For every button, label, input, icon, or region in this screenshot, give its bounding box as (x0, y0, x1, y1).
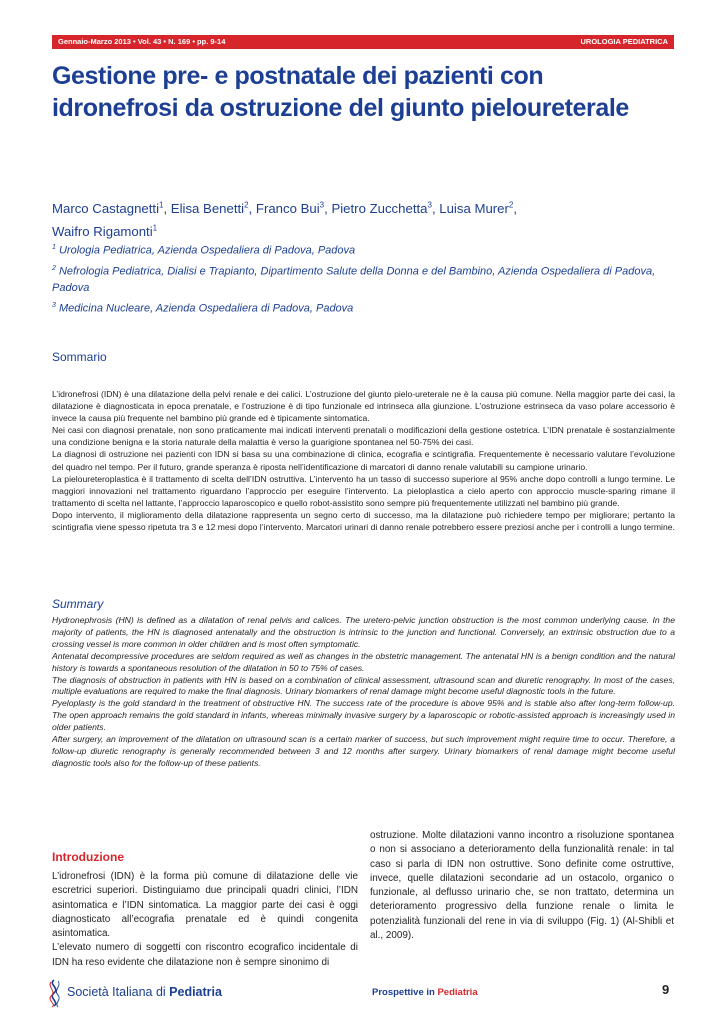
body-column-right (370, 829, 674, 943)
paragraph: Dopo intervento, il miglioramento della dilatazione rappresenta un segno certo di successo, ma la dilatazione può richiedere tempo per migliorare; pertanto la scintigrafia viene spesso ripetuta tra 3 e 12 mesi dopo l’intervento. Marcatori urinari di danno renale potrebbero essere preziosi anche per i controlli a lungo termine. (52, 509, 675, 533)
introduzione-heading: Introduzione (52, 850, 124, 864)
paragraph: La diagnosi di ostruzione nei pazienti con IDN si basa su una combinazione di clinica, ecografia e scintigrafia. Frequentemente è necessario valutare l’evoluzione del quadro nel tempo. Per il futuro, grande speranza è riposta nell’identificazione di marcatori di danno renale valutabili su campione urinario. (52, 449, 675, 472)
affiliation: $^3$ Medicina Nucleare, Azienda Ospedaliera di Padova, Padova (52, 302, 354, 315)
paragraph: Nei casi con diagnosi prenatale, non sono praticamente mai indicati interventi prenatali o modificazioni della gestione ostetrica. L’IDN prenatale è sostanzialmente una condizione benigna e la storia naturale della malattia è verso la guarigione spontanea nel 50-75% dei casi. (52, 425, 675, 448)
affiliation: $^2$ Nefrologia Pediatrica, Dialisi e Trapianto, Dipartimento Salute della Donna e del Bambino, Azienda Ospedaliera di Padova, Padova (52, 264, 656, 295)
author: Pietro Zucchetta$^3$, (331, 201, 440, 217)
affiliation: $^1$ Urologia Pediatrica, Azienda Ospedaliera di Padova, Padova (52, 244, 356, 257)
author-list (52, 196, 662, 241)
paragraph: Antenatal decompressive procedures are seldom required as well as changes in the obstetric management. The antenatal HN is a benign condition and the natural history is towards a spontaneous resolution of the dilatation in 50 to 75% of cases. (52, 650, 675, 673)
paragraph: L’idronefrosi (IDN) è una dilatazione della pelvi renale e dei calici. L’ostruzione del giunto pielo-ureterale ne è la causa più comune. Nella maggior parte dei casi, la dilatazione è diagnosticata in epoca prenatale, e l’ostruzione è di tipo funzionale ed intrinseca alla giunzione. L’ostruzione estrinseca da vaso polare accessorio è invece la causa più frequente nel bambino più grande ed è tipicamente sintomatica. (52, 389, 675, 424)
author: Marco Castagnetti$^1$, (52, 201, 171, 217)
journal-issue-info: Gennaio-Marzo 2013 • Vol. 43 • N. 169 • pp. 9-14 (58, 37, 226, 46)
society-logo (45, 978, 245, 1008)
society-name: Società Italiana di Pediatria (67, 985, 222, 999)
paragraph: La pieloureteroplastica è il trattamento di scelta dell’IDN ostruttiva. L’intervento ha un tasso di successo superiore al 95% anche dopo controlli a lungo termine. Le maggiori innovazioni nel trattamento riguardano l’approccio per eseguire l’intervento. La pieloplastica a cielo aperto con approccio muscle-sparing rimane il trattamento di scelta nel lattante, l’approccio laparoscopico e quello robot-assistito sono sempre più frequentemente utilizzati nel bambino più grande. (52, 473, 675, 508)
paragraph: Hydronephrosis (HN) is defined as a dilatation of renal pelvis and calices. The uretero-pelvic junction obstruction is the most common underlying cause. In the majority of patients, the HN is diagnosed antenatally and the obstruction is intrinsic to the junction and functional. Conversely, an extrinsic obstruction due to a crossing vessel is more common in older children and is most often symptomatic. (52, 615, 675, 649)
section-label: UROLOGIA PEDIATRICA (580, 37, 668, 46)
author: Elisa Benetti$^2$, (170, 201, 256, 217)
sommario-heading: Sommario (52, 350, 107, 364)
paragraph: The diagnosis of obstruction in patients with HN is based on a combination of clinical assessment, ultrasound scan and diuretic renography. In most of the cases, multiple evaluations are required to make the final diagnosis. Urinary biomarkers of renal damage might become useful diagnostic tools in the future. (52, 674, 675, 697)
running-header (52, 35, 674, 49)
paragraph: After surgery, an improvement of the dilatation on ultrasound scan is a certain marker of success, but such improvement might require time to occur. Therefore, a follow-up diuretic renography is generally recommended between 3 and 12 months after surgery. Urinary biomarkers of renal damage might become useful diagnostic tools also for the follow-up of these patients. (52, 734, 675, 768)
page-number: 9 (662, 982, 670, 997)
body-column-left (52, 850, 358, 970)
article-title: Gestione pre- e postnatale dei pazienti con idronefrosi da ostruzione del giunto pieloureterale (52, 62, 629, 122)
paragraph: Pyeloplasty is the gold standard in the treatment of obstructive HN. The success rate of the procedure is above 95% and is stable also after long-term follow-up. The open approach remains the gold standard in infants, whereas minimally invasive surgery by a laparoscopic or robotic-assisted approach is increasingly used in older patients. (52, 698, 675, 733)
sommario-body (52, 388, 675, 533)
summary-body (52, 615, 675, 770)
paragraph: L’elevato numero di soggetti con riscontro ecografico incidentale di IDN ha reso evidente che dilatazione non è sempre sinonimo di (52, 942, 358, 968)
affiliations (52, 239, 677, 318)
journal-name: Prospettive in Pediatria (372, 987, 478, 998)
society-emblem-icon (45, 978, 65, 1008)
paragraph: ostruzione. Molte dilatazioni vanno incontro a risoluzione spontanea o non si associano a deterioramento della funzionalità renale: in tal caso si parla di IDN non ostruttive. Sono definite come ostruttive, invece, quelle dilatazioni secondarie ad un ostacolo, organico o funzionale, al deflusso urinario che, se non trattato, determina un deterioramento progressivo della funzione renale o limita le potenzialità funzionali del rene in via di sviluppo (Fig. 1) (Al-Shibli et al., 2009). (370, 830, 674, 942)
paragraph: L’idronefrosi (IDN) è la forma più comune di dilatazione delle vie escretrici superiori. Distinguiamo due principali quadri clinici, l’IDN asintomatica e l’IDN sintomatica. La maggior parte dei casi è oggi diagnosticato all’ecografia prenatale ed è quindi congenita asintomatica. (52, 871, 358, 940)
summary-heading: Summary (52, 597, 104, 611)
author: Waifro Rigamonti$^1$ (52, 223, 158, 239)
author: Luisa Murer$^2$, (439, 201, 518, 217)
author: Franco Bui$^3$, (255, 201, 332, 217)
